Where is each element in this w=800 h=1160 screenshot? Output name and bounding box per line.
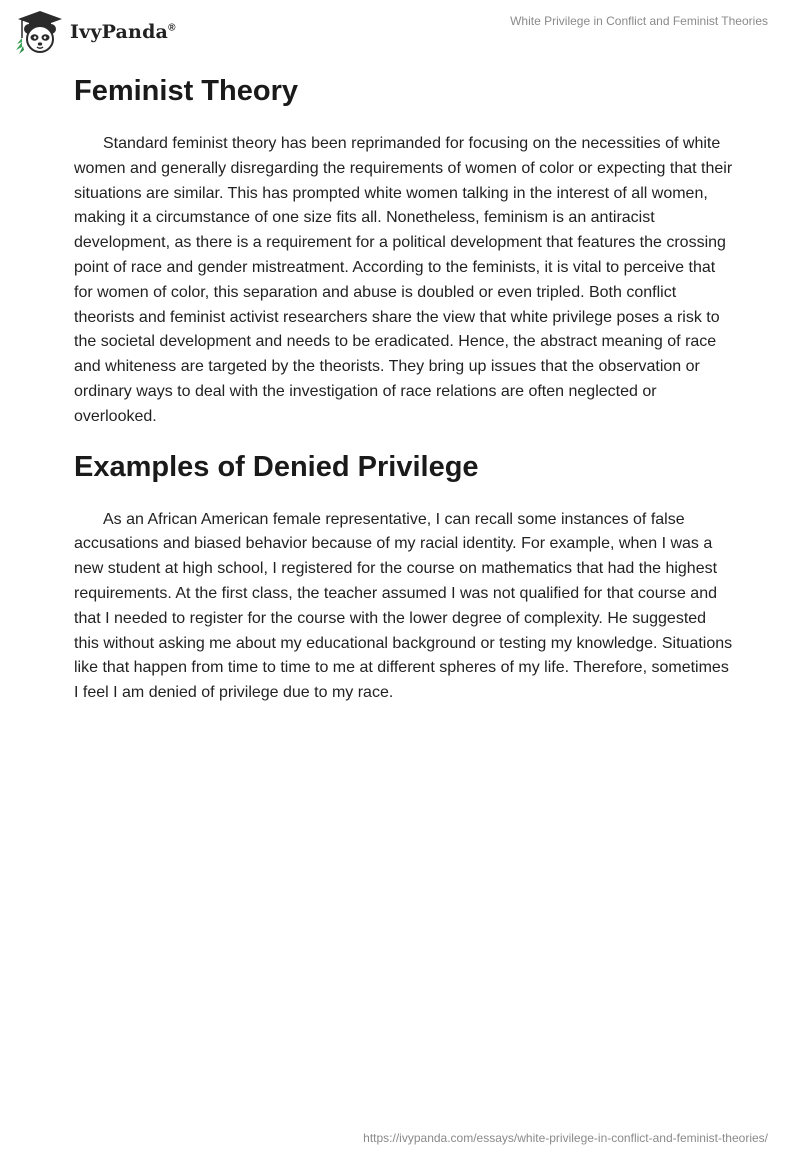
ivypanda-logo[interactable] [14,8,176,56]
section-paragraph-denied-privilege: As an African American female representative, I can recall some instances of false accusations and biased behavior because of my racial identity. For example, when I was a new student at high school, I registered for the course on mathematics that had the highest requirements. At the first class, the teacher assumed I was not qualified for that course and that I needed to register for the course with the lower degree of complexity. He suggested this without asking me about my educational background or testing my knowledge. Situations like that happen from time to time to me at different spheres of my life. Therefore, sometimes I feel I am denied of privilege due to my race. [74,510,733,702]
section-paragraph-feminist-theory: Standard feminist theory has been reprimanded for focusing on the necessities of white women and generally disregarding the requirements of women of color or expecting that their situations are similar. This has prompted white women talking in the interest of all women, making it a circumstance of one size fits all. Nonetheless, feminism is an antiracist development, as there is a requirement for a political development that features the crossing point of race and gender mistreatment. According to the feminists, it is vital to perceive that for women of color, this separation and abuse is doubled or even tripled. Both conflict theorists and feminist activist researchers share the view that white privilege poses a risk to the societal development and needs to be eradicated. Hence, the abstract meaning of race and whiteness are targeted by the theorists. They bring up issues that the observation or ordinary ways to deal with the investigation of race relations are often neglected or overlooked. [74,135,733,425]
source-url-link[interactable]: https://ivypanda.com/essays/white-privilege-in-conflict-and-feminist-theories/ [363,1131,768,1145]
panda-graduate-icon [14,8,66,56]
document-title: White Privilege in Conflict and Feminist Theories [510,14,768,28]
page-header [0,0,800,62]
essay-content [74,70,734,706]
section-heading-feminist-theory: Feminist Theory [74,75,298,107]
registered-mark: ® [168,22,176,34]
section-heading-denied-privilege: Examples of Denied Privilege [74,450,479,483]
logo-wordmark: IvyPanda® [70,21,176,43]
